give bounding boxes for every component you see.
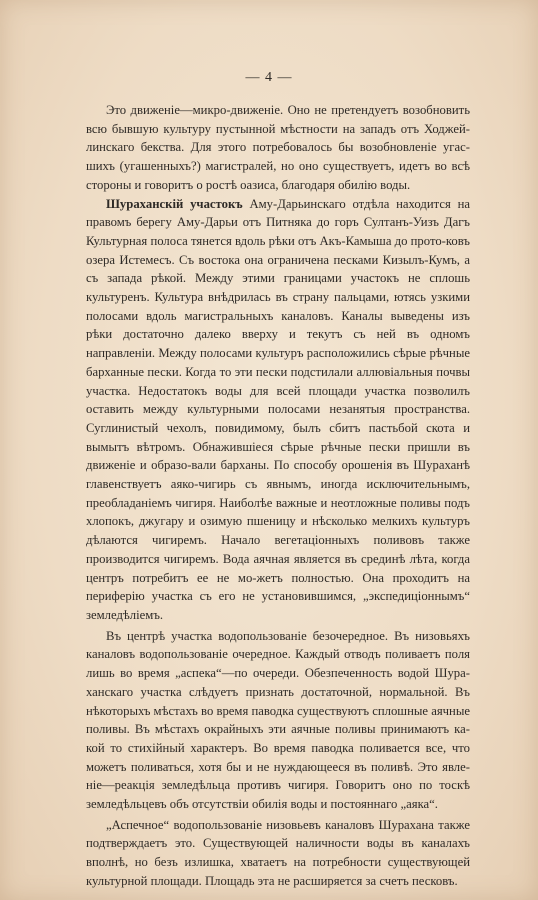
paragraph-4-text: „Аспечное“ водопользованіе низовьевъ каналовъ Шурахана также подтверждаетъ это. Существующей наличности воды въ каналахъ вполнѣ, но безъ излишка, хватаетъ на потребности существующей культурной площади. Площадь эта не расширяется за счетъ песковъ. [86,817,470,888]
paragraph-1-text: Это движеніе—микро-движеніе. Оно не претендуетъ возобновить всю бывшую культуру пустынной мѣстности на западъ отъ Ходжей-линскаго бекства. Для этого потребовалось бы возобновленіе угас-шихъ (угашенныхъ?) магистралей, но оно существуетъ, идетъ во всѣ стороны и говоритъ о ростѣ оазиса, благодаря обилію воды. [86,103,470,192]
paragraph-3 [86,627,470,814]
paragraph-1 [86,101,470,195]
paragraph-2-text: Аму-Дарьинскаго отдѣла находится на правомъ берегу Аму-Дарьи отъ Питняка до горъ Султанъ-Уизъ Дагъ Культурная полоса тянется вдоль рѣки отъ Акъ-Камыша до прото-ковъ озера Истемесъ. Съ востока она ограничена песками Кизылъ-Кумъ, а съ запада рѣкой. Между этими границами участокъ не сплошь культуренъ. Культура внѣдрилась въ страну пальцами, ютясь узкими полосами вдоль магистральныхъ каналовъ. Каналы выведены изъ рѣки достаточно далеко вверху и текутъ съ ней въ одномъ направленіи. Между полосами культуръ расположились сѣрые рѣчные барханные пески. Когда то эти пески подстилали аллювіальныя почвы участка. Недостатокъ воды для всей площади участка позволилъ оставить между культурными полосами незанятыя пространства. Суглинистый чехолъ, повидимому, былъ сбитъ пастьбой скота и вымытъ вѣтромъ. Обнажившіеся сѣрые рѣчные пески пришли въ движеніе и образо-вали барханы. По способу орошенія въ Шураханѣ главенствуетъ аяко-чигирь съ явнымъ, иногда исключительнымъ, преобладаніемъ чигиря. Наиболѣе важные и неотложные поливы подъ хлопокъ, джугару и озимую пшеницу и нѣсколько мелкихъ культуръ дѣлаются чигиремъ. Начало вегетаціонныхъ поливовъ также производится чигиремъ. Вода аячная является въ срединѣ лѣта, когда центръ потребитъ ее не мо-жетъ полностью. Она проходитъ на периферію участка съ его не установившимся, „экспедиціоннымъ“ земледѣліемъ. [86,196,470,622]
paragraph-2 [86,195,470,625]
page-number: — 4 — [245,70,293,85]
text-body [86,101,470,891]
paragraph-4 [86,816,470,891]
section-heading-shurakhan: Шураханскій участокъ [106,196,243,211]
paragraph-3-text: Въ центрѣ участка водопользованіе безочередное. Въ низовьяхъ каналовъ водопользованіе очередное. Каждый отводъ поливаетъ поля лишь во время „аспека“—по очереди. Обезпеченность водой Шура-ханскаго участка слѣдуетъ признать достаточной, нормальной. Въ нѣкоторыхъ мѣстахъ во время паводка существуютъ сплошные аячные поливы. Въ мѣстахъ окрайныхъ эти аячные поливы принимаютъ ка-кой то стихійный характеръ. Во время паводка поливается все, что можетъ поливаться, хотя бы и не нуждающееся въ поливѣ. Это явле-ніе—реакція земледѣльца противъ чигиря. Говоритъ оно по тоскѣ земледѣльцевъ объ отсутствіи обилія воды и постояннаго „аяка“. [86,628,470,812]
